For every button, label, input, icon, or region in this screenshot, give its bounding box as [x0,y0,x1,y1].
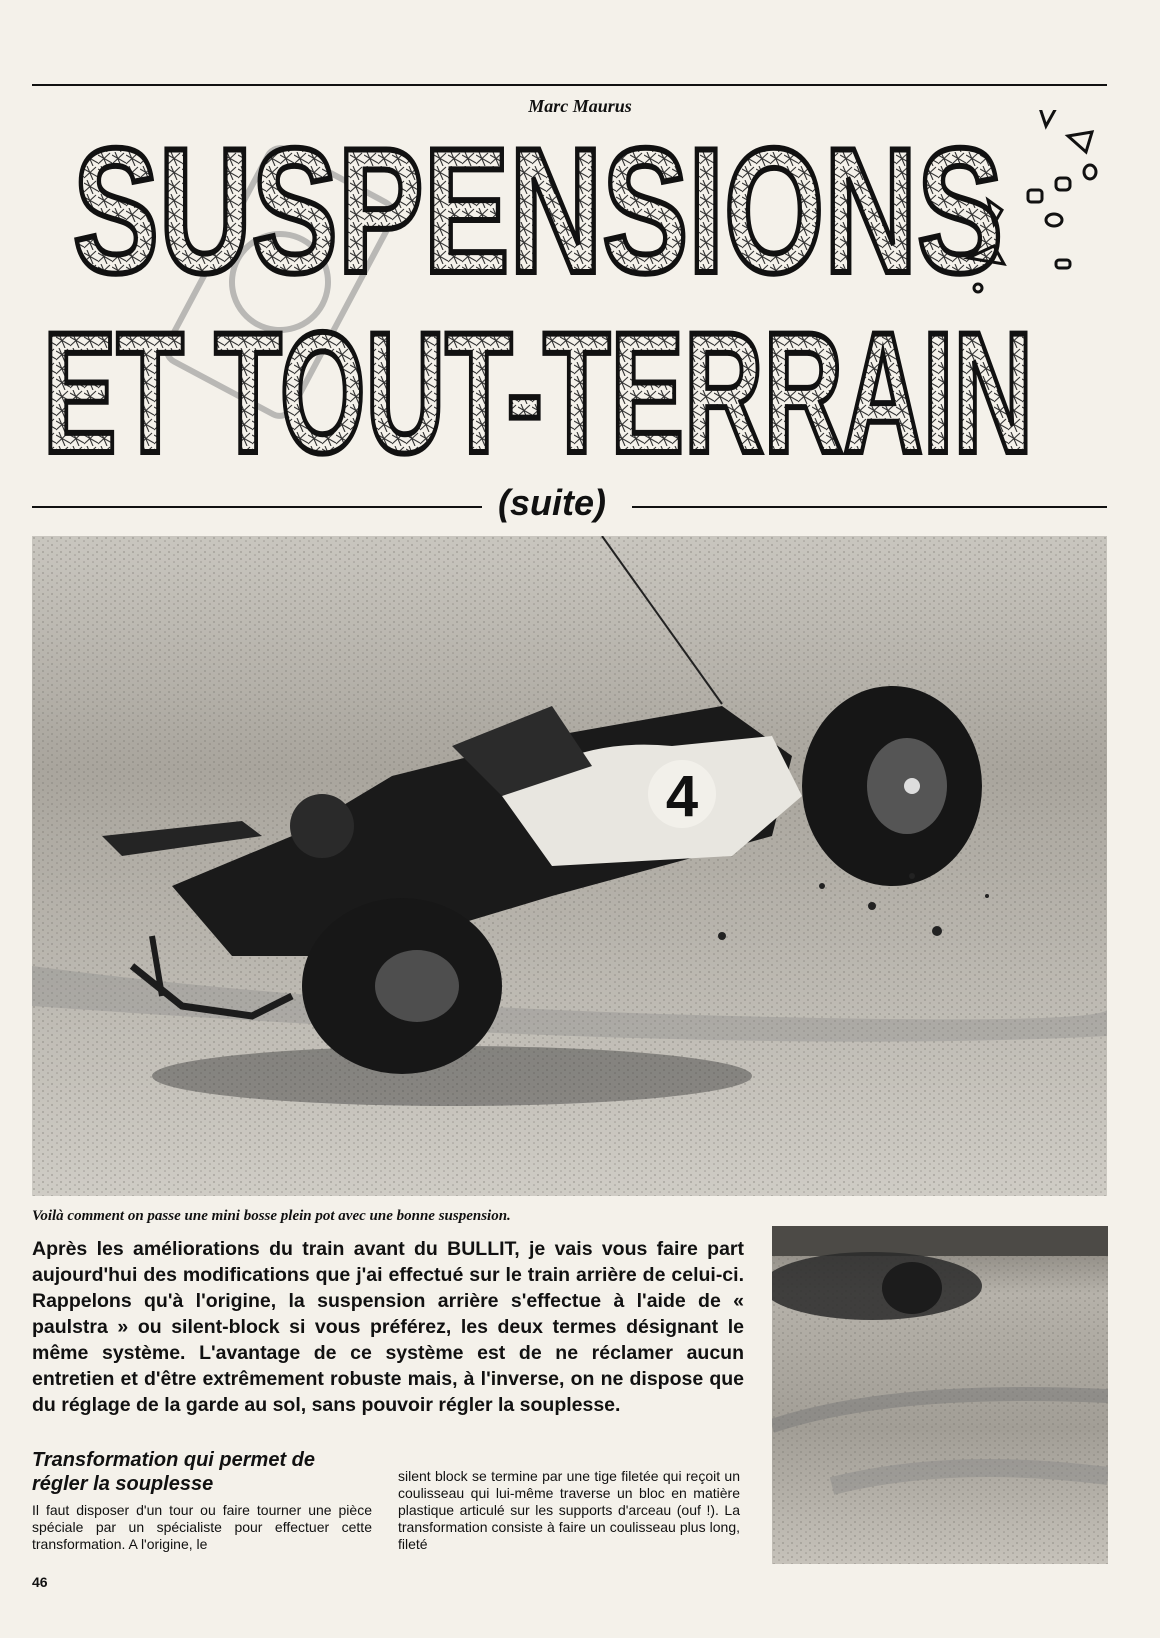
section-subheading: Transformation qui permet de régler la souplesse [32,1449,316,1495]
title-line-1: SUSPENSIONS [73,111,1003,310]
body-column-1: Il faut disposer d'un tour ou faire tourner une pièce spéciale par un spécialiste pour effectuer cette transformation. A l'origine, le [32,1502,372,1552]
suite-rule-left [32,506,490,508]
lead-paragraph: Après les améliorations du train avant du BULLIT, je vais vous faire part aujourd'hui des modifications que j'ai effectué sur le train arrière de celui-ci. Rappelons qu'à l'origine, la suspension arrière s'effectue à l'aide de « paulstra » ou silent-block si vous préférez, les deux termes désignant le même système. L'avantage de ce système est de ne réclamer aucun entretien et d'être extrêmement robuste mais, à l'inverse, on ne dispose que du réglage de la garde au sol, sans pouvoir régler la souplesse. [32,1238,744,1416]
main-photo [32,536,1107,1196]
side-photo [772,1226,1108,1564]
article-title [28,110,1118,480]
car-number: 4 [665,764,699,829]
body-column-2: silent block se termine par une tige filetée qui reçoit un coulisseau qui lui-même traverse un bloc en matière plastique articulé sur les supports d'arceau (ouf !). La transformation consiste à faire un coulisseau plus long, fileté [398,1468,740,1552]
page-number: 46 [32,1574,48,1590]
suite-rule-right [632,506,1107,508]
title-line-2: ET TOUT-TERRAIN [43,297,1033,480]
suite-label: (suite) [482,482,622,524]
author-name: Marc Maurus [528,96,632,116]
top-rule [32,84,1107,86]
photo-caption: Voilà comment on passe une mini bosse plein pot avec une bonne suspension. [32,1208,511,1224]
